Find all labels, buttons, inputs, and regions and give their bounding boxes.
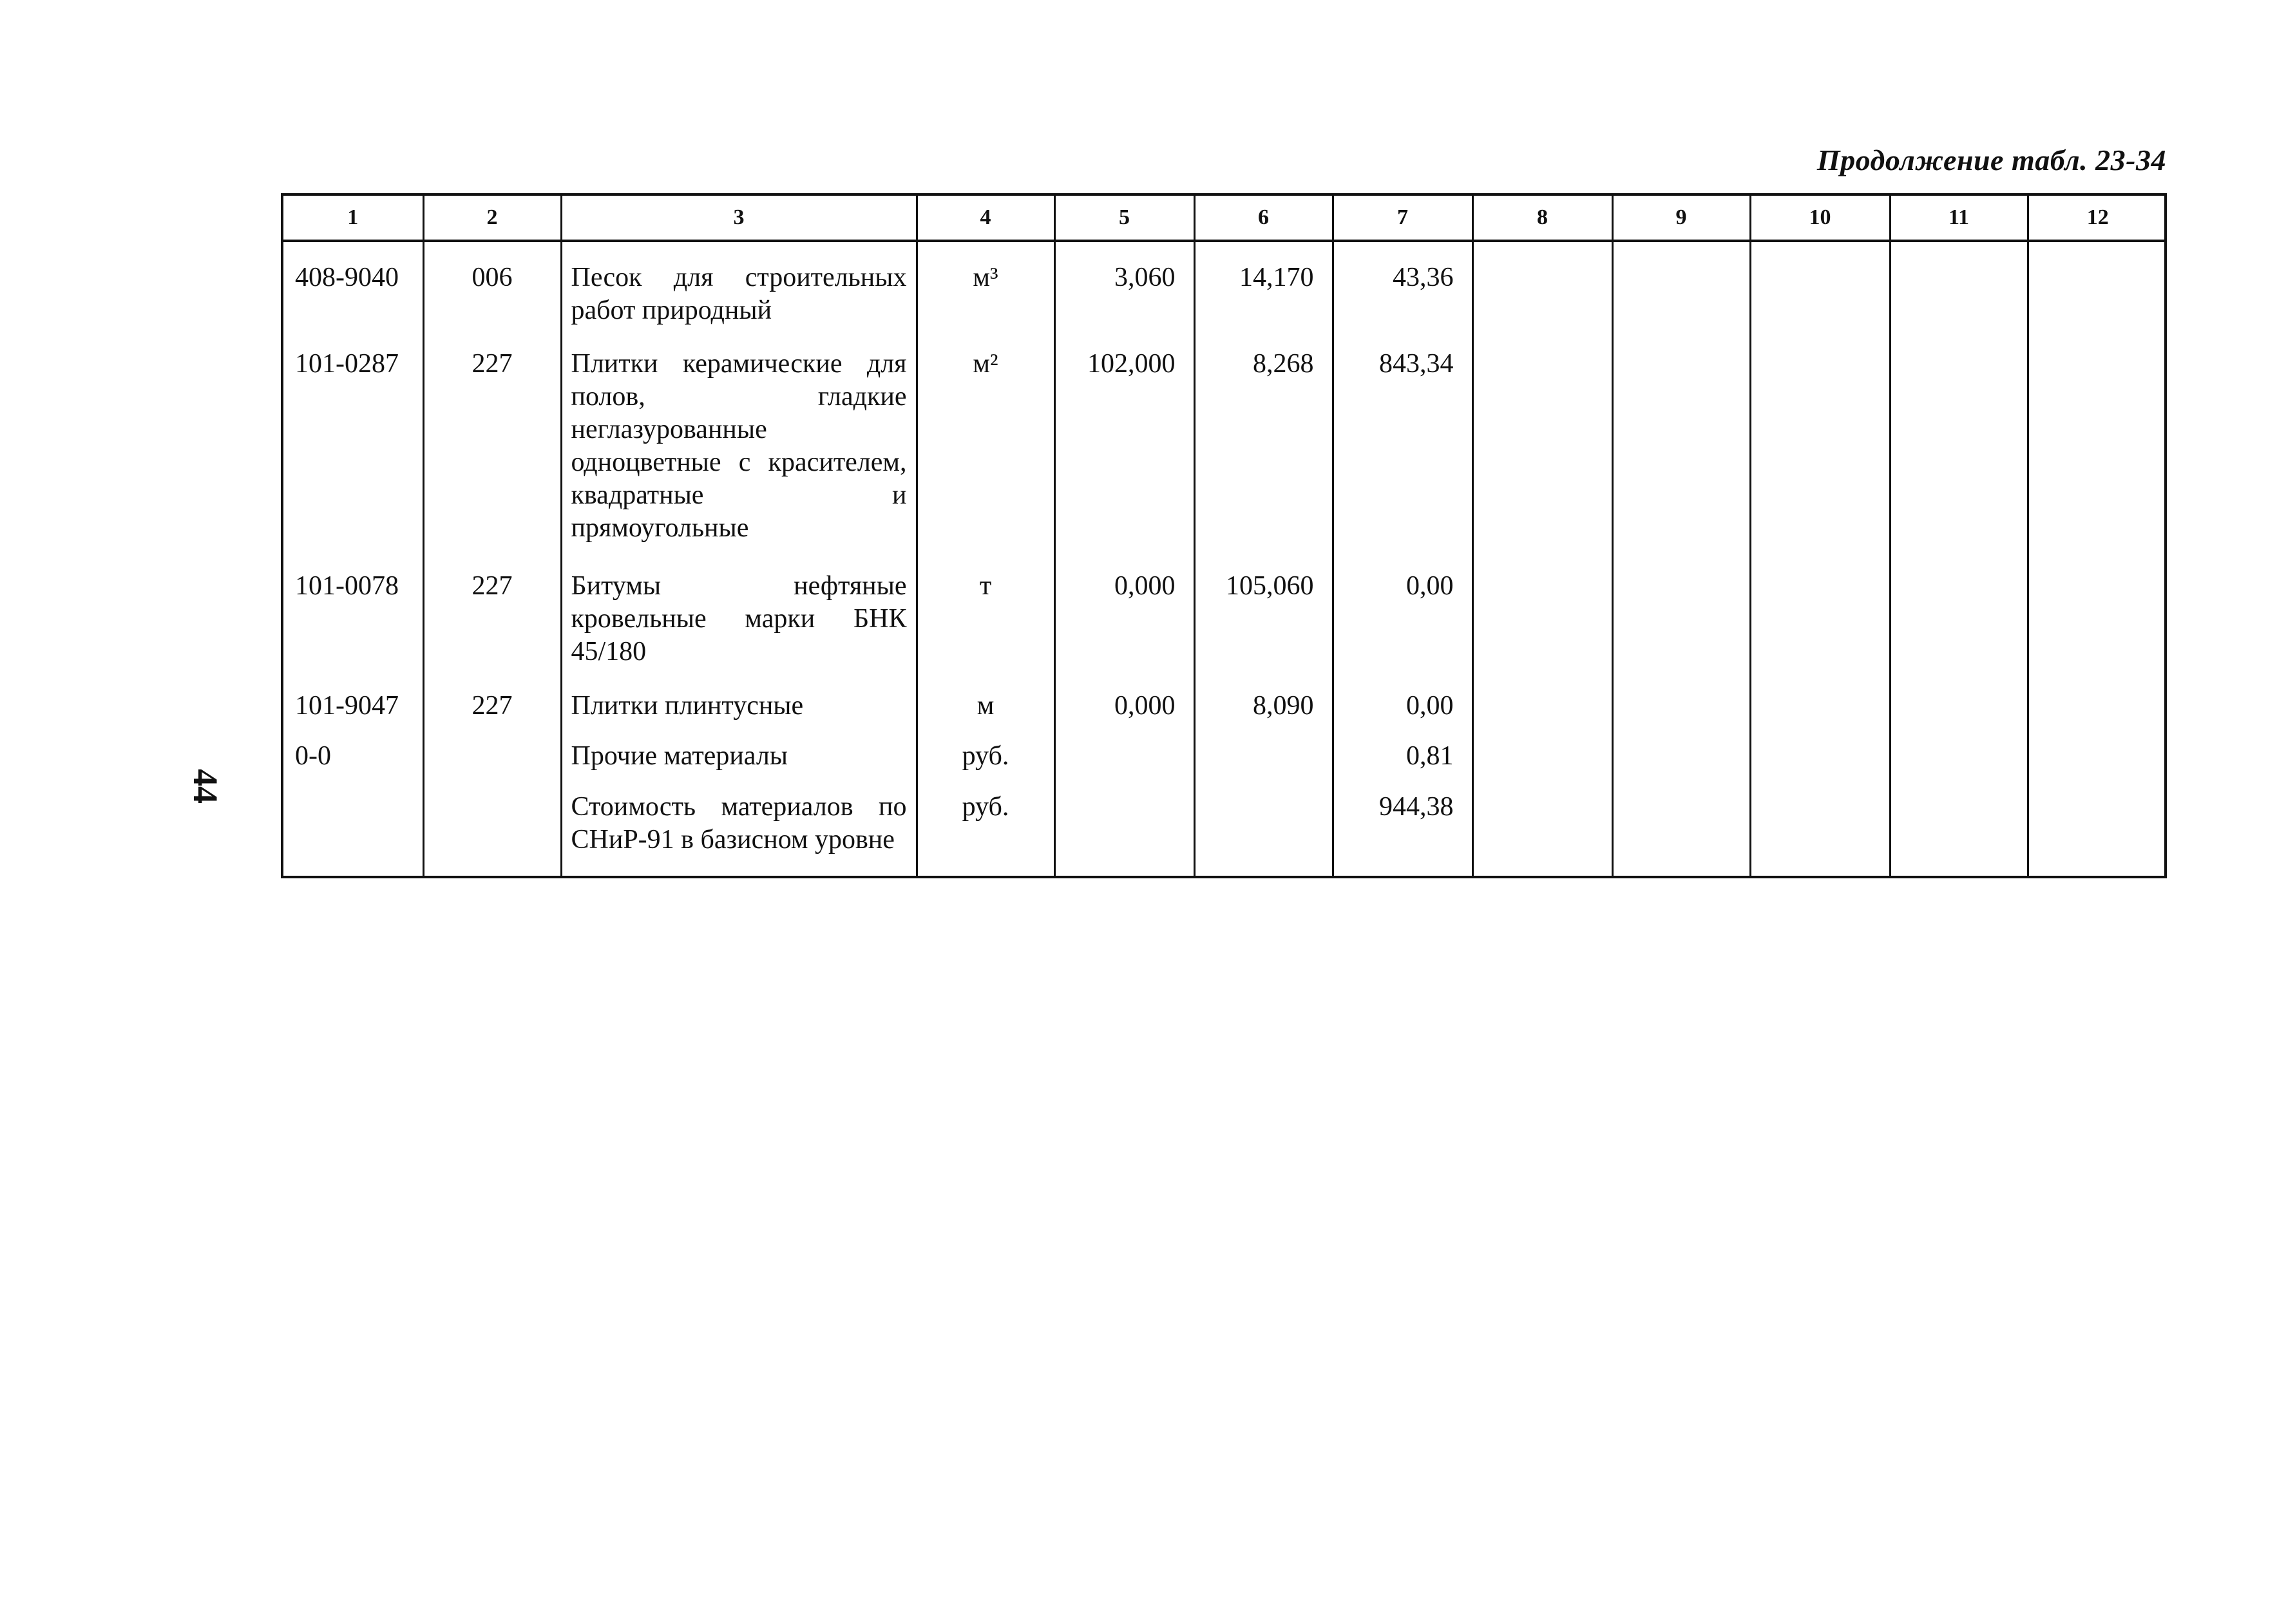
quantity: [1054, 690, 1194, 741]
empty-cell: [1890, 690, 2028, 741]
materials-table: [283, 196, 2167, 876]
resource-code: [283, 791, 423, 876]
column-header: 1: [283, 196, 423, 241]
unit: [917, 348, 1054, 571]
cell-text: 006: [472, 263, 513, 292]
empty-cell: [1612, 690, 1750, 741]
column-header: 12: [2028, 196, 2167, 241]
cell-text: Стоимость материалов по СНиР-91 в базисном уровне: [571, 791, 907, 854]
total-cost: [1333, 348, 1472, 571]
empty-cell: [1890, 241, 2028, 348]
total-cost: [1333, 241, 1472, 348]
group-code: [423, 690, 561, 741]
materials-table-frame: [281, 193, 2167, 878]
cell-text: 227: [472, 348, 513, 379]
empty-cell: [2028, 740, 2167, 791]
cell-text: [1196, 740, 1314, 755]
empty-cell: [1750, 791, 1890, 876]
unit: [917, 791, 1054, 876]
empty-cell: [1750, 348, 1890, 571]
table-row: [283, 570, 2167, 689]
resource-code: [283, 348, 423, 571]
total-cost: [1333, 740, 1472, 791]
cell-text: 0,81: [1406, 741, 1454, 771]
cell-text: 227: [472, 690, 513, 721]
unit-price: [1194, 740, 1333, 791]
table-header-row: [283, 196, 2167, 241]
cell-text: 0,000: [1114, 571, 1176, 601]
column-header: 5: [1054, 196, 1194, 241]
empty-cell: [1750, 690, 1890, 741]
unit: [917, 570, 1054, 689]
cell-text: Песок для строительных работ природный: [571, 263, 907, 325]
quantity: [1054, 791, 1194, 876]
unit-price: [1194, 570, 1333, 689]
page-number: 44: [186, 769, 225, 804]
group-code: [423, 241, 561, 348]
cell-text: 227: [472, 571, 513, 601]
empty-cell: [1890, 740, 2028, 791]
empty-cell: [2028, 690, 2167, 741]
cell-text: 0-0: [295, 741, 331, 771]
cell-text: 8,090: [1253, 690, 1314, 721]
cell-text: [424, 740, 560, 755]
material-name: [561, 690, 917, 741]
quantity: [1054, 348, 1194, 571]
empty-cell: [1890, 570, 2028, 689]
cell-text: 105,060: [1226, 571, 1314, 601]
total-cost: [1333, 791, 1472, 876]
material-name: [561, 740, 917, 791]
empty-cell: [1612, 241, 1750, 348]
table-row: [283, 791, 2167, 876]
cell-text: 3,060: [1114, 263, 1176, 292]
empty-cell: [1612, 791, 1750, 876]
table-row: [283, 241, 2167, 348]
column-header: 7: [1333, 196, 1472, 241]
material-name: [561, 570, 917, 689]
table-row: [283, 740, 2167, 791]
cell-text: т: [979, 571, 992, 601]
column-header: 2: [423, 196, 561, 241]
resource-code: [283, 570, 423, 689]
cell-text: Плитки керамические для полов, гладкие неглазурованные одноцветные с красителем, квадратные и прямоугольные: [571, 348, 907, 543]
cell-text: 101-0078: [295, 571, 399, 601]
empty-cell: [1750, 740, 1890, 791]
cell-text: 101-0287: [295, 348, 399, 379]
total-cost: [1333, 570, 1472, 689]
empty-cell: [2028, 791, 2167, 876]
cell-text: 0,00: [1406, 690, 1454, 721]
cell-text: [1056, 791, 1176, 806]
unit-price: [1194, 241, 1333, 348]
total-cost: [1333, 690, 1472, 741]
empty-cell: [1612, 348, 1750, 571]
cell-text: Прочие материалы: [571, 741, 788, 771]
cell-text: 101-9047: [295, 690, 399, 721]
material-name: [561, 791, 917, 876]
cell-text: м: [977, 690, 995, 721]
empty-cell: [2028, 570, 2167, 689]
empty-cell: [1472, 791, 1612, 876]
empty-cell: [1472, 740, 1612, 791]
cell-text: [1196, 791, 1314, 806]
material-name: [561, 348, 917, 571]
cell-text: м³: [973, 263, 998, 292]
empty-cell: [1472, 570, 1612, 689]
unit: [917, 690, 1054, 741]
unit: [917, 740, 1054, 791]
column-header: 11: [1890, 196, 2028, 241]
cell-text: 944,38: [1379, 791, 1454, 822]
cell-text: Битумы нефтяные кровельные марки БНК 45/180: [571, 571, 907, 667]
cell-text: руб.: [962, 791, 1009, 822]
empty-cell: [2028, 241, 2167, 348]
quantity: [1054, 740, 1194, 791]
table-row: [283, 690, 2167, 741]
cell-text: 408-9040: [295, 263, 399, 292]
group-code: [423, 348, 561, 571]
column-header: 10: [1750, 196, 1890, 241]
unit-price: [1194, 791, 1333, 876]
quantity: [1054, 241, 1194, 348]
cell-text: 843,34: [1379, 348, 1454, 379]
cell-text: руб.: [962, 741, 1009, 771]
cell-text: 102,000: [1087, 348, 1176, 379]
unit: [917, 241, 1054, 348]
empty-cell: [1750, 241, 1890, 348]
group-code: [423, 570, 561, 689]
unit-price: [1194, 690, 1333, 741]
group-code: [423, 740, 561, 791]
unit-price: [1194, 348, 1333, 571]
group-code: [423, 791, 561, 876]
table-continuation-caption: Продолжение табл. 23-34: [1816, 144, 2166, 176]
cell-text: м²: [973, 348, 998, 379]
empty-cell: [1472, 348, 1612, 571]
column-header: 8: [1472, 196, 1612, 241]
empty-cell: [1472, 690, 1612, 741]
cell-text: 14,170: [1239, 263, 1314, 292]
cell-text: 0,000: [1114, 690, 1176, 721]
empty-cell: [1890, 791, 2028, 876]
column-header: 9: [1612, 196, 1750, 241]
empty-cell: [1612, 740, 1750, 791]
cell-text: 8,268: [1253, 348, 1314, 379]
cell-text: [1056, 740, 1176, 755]
cell-text: [424, 791, 560, 806]
cell-text: [295, 791, 423, 806]
column-header: 4: [917, 196, 1054, 241]
resource-code: [283, 241, 423, 348]
cell-text: 0,00: [1406, 571, 1454, 601]
cell-text: 43,36: [1393, 263, 1454, 292]
quantity: [1054, 570, 1194, 689]
column-header: 6: [1194, 196, 1333, 241]
table-row: [283, 348, 2167, 571]
cell-text: Плитки плинтусные: [571, 690, 804, 721]
empty-cell: [1750, 570, 1890, 689]
empty-cell: [2028, 348, 2167, 571]
empty-cell: [1890, 348, 2028, 571]
empty-cell: [1612, 570, 1750, 689]
material-name: [561, 241, 917, 348]
resource-code: [283, 690, 423, 741]
column-header: 3: [561, 196, 917, 241]
resource-code: [283, 740, 423, 791]
empty-cell: [1472, 241, 1612, 348]
